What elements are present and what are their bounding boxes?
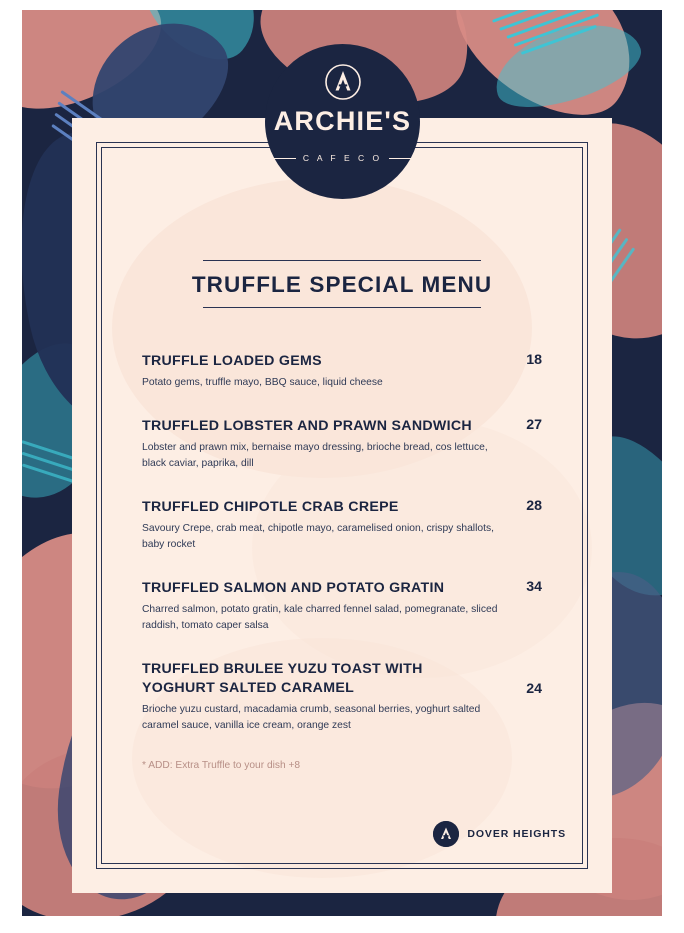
menu-item-price: 18: [526, 352, 542, 368]
menu-item-price: 28: [526, 498, 542, 515]
menu-item-description: Lobster and prawn mix, bernaise mayo dressing, brioche bread, cos lettuce, black caviar, paprika, dill: [142, 442, 488, 470]
brand-subtitle-rule: [274, 153, 411, 163]
menu-item-description: Brioche yuzu custard, macadamia crumb, seasonal berries, yoghurt salted caramel sauce, vanilla ice cream, orange zest: [142, 703, 481, 731]
menu-item-description: Potato gems, truffle mayo, BBQ sauce, liquid cheese: [142, 377, 383, 389]
menu-item: [142, 660, 542, 733]
menu-item: [142, 579, 542, 634]
menu-item-price: 27: [526, 417, 542, 434]
menu-item-price: 34: [526, 579, 542, 596]
menu-item-name: TRUFFLE LOADED GEMS: [142, 353, 322, 369]
menu-item: [142, 417, 542, 472]
menu-item-name: TRUFFLED SALMON AND POTATO GRATIN: [142, 580, 445, 597]
menu-item: [142, 498, 542, 553]
footer-location: [433, 821, 566, 847]
menu-item-name: TRUFFLED LOBSTER AND PRAWN SANDWICH: [142, 418, 472, 435]
brand-subtitle: C A F E C O: [302, 153, 383, 163]
menu-note: * ADD: Extra Truffle to your dish +8: [142, 759, 301, 771]
menu-item-name: TRUFFLED CHIPOTLE CRAB CREPE: [142, 499, 399, 516]
archies-a-monogram-icon: [433, 821, 459, 847]
footer-location-label: DOVER HEIGHTS: [467, 828, 566, 840]
menu-item-description: Savoury Crepe, crab meat, chipotle mayo, caramelised onion, crispy shallots, baby rocket: [142, 523, 494, 551]
title-rule-top: [203, 260, 481, 261]
menu-title-block: [142, 260, 542, 308]
menu-item-name: TRUFFLED BRULEE YUZU TOAST WITH YOGHURT SALTED CARAMEL: [142, 661, 423, 696]
menu-items-list: [142, 352, 542, 734]
archies-a-monogram-icon: [325, 64, 361, 100]
menu-item-description: Charred salmon, potato gratin, kale charred fennel salad, pomegranate, sliced raddish, tomato caper salsa: [142, 604, 498, 632]
brand-name: ARCHIE'S: [273, 106, 412, 136]
menu-item-price: 24: [526, 680, 542, 697]
page-title: TRUFFLE SPECIAL MENU: [191, 272, 493, 297]
title-rule-bottom: [203, 307, 481, 308]
menu-card: [72, 118, 612, 893]
brand-logo: [265, 44, 420, 199]
menu-item: [142, 352, 542, 391]
